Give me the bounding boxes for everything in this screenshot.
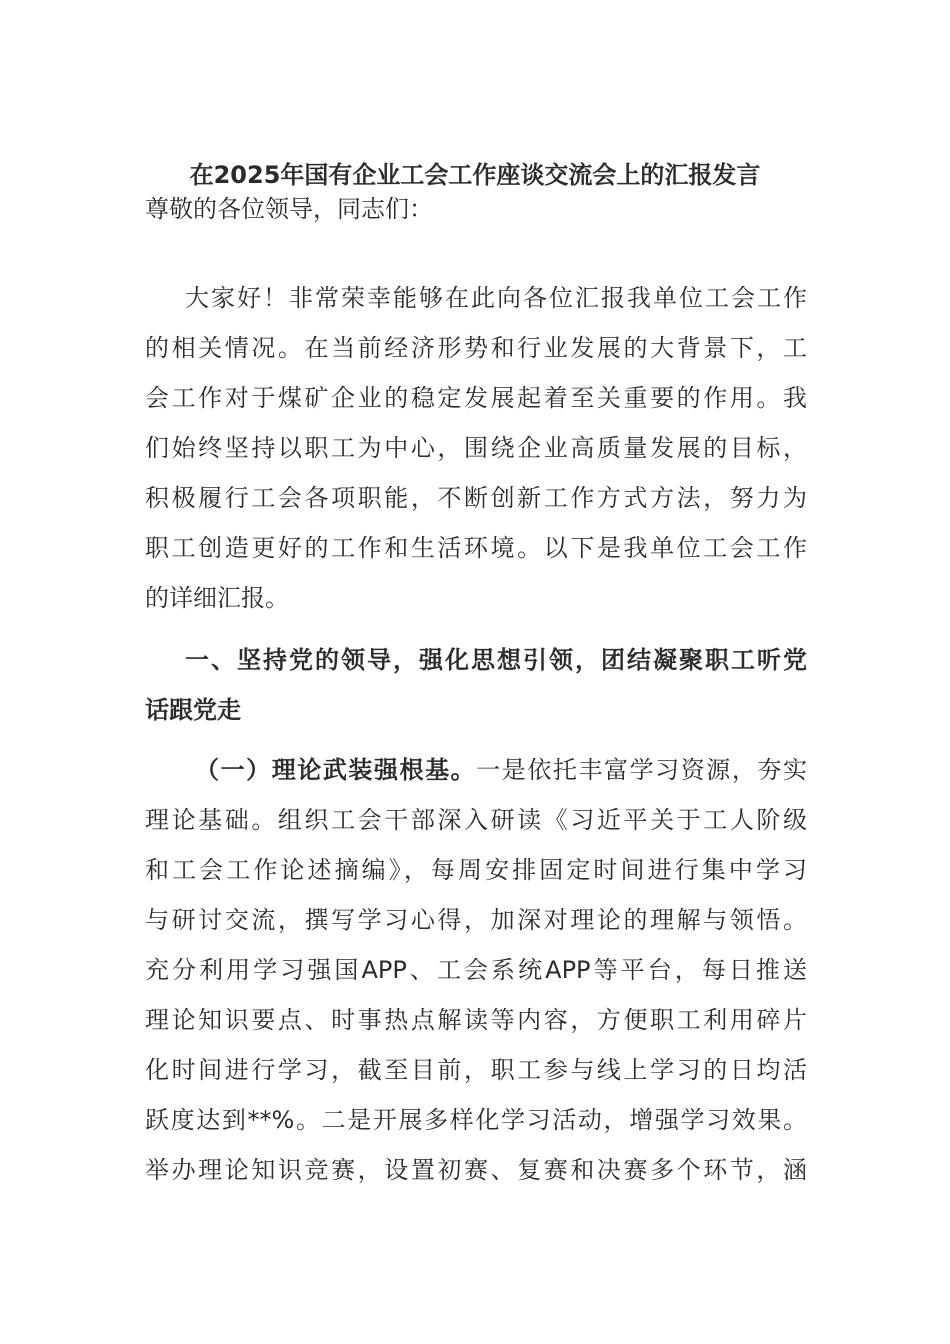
paragraph-line: 会工作对于煤矿企业的稳定发展起着至关重要的作用。我 (145, 384, 807, 412)
paragraph-line: 和工会工作论述摘编》，每周安排固定时间进行集中学习 (145, 856, 807, 884)
subsection-paragraph (145, 745, 807, 1195)
paragraph-line: 积极履行工会各项职能，不断创新工作方式方法，努力为 (145, 484, 807, 512)
paragraph-line: 们始终坚持以职工为中心，围绕企业高质量发展的目标， (145, 434, 807, 462)
paragraph-line: 的相关情况。在当前经济形势和行业发展的大背景下，工 (145, 334, 807, 362)
paragraph-line: 理论基础。组织工会干部深入研读《习近平关于工人阶级 (145, 806, 807, 834)
paragraph-line: 举办理论知识竞赛，设置初赛、复赛和决赛多个环节，涵 (145, 1156, 807, 1184)
paragraph-line: 跃度达到**%。二是开展多样化学习活动，增强学习效果。 (145, 1106, 807, 1134)
paragraph-line: 充分利用学习强国APP、工会系统APP等平台，每日推送 (145, 956, 807, 984)
salutation: 尊敬的各位领导，同志们： (145, 195, 433, 223)
subsection-label: （一）理论武装强根基。 (195, 756, 477, 784)
paragraph-line: 大家好！非常荣幸能够在此向各位汇报我单位工会工作 (185, 284, 807, 312)
heading-line: 一、坚持党的领导，强化思想引领，团结凝聚职工听党 (185, 646, 807, 674)
document-title: 在2025年国有企业工会工作座谈交流会上的汇报发言 (189, 161, 761, 189)
paragraph-line: 的详细汇报。 (145, 584, 289, 612)
heading-line: 话跟党走 (145, 696, 241, 724)
section-heading (145, 635, 807, 735)
paragraph-line: 职工创造更好的工作和生活环境。以下是我单位工会工作 (145, 534, 807, 562)
paragraph-line-text: 一是依托丰富学习资源，夯实 (476, 756, 808, 784)
paragraph-line: 化时间进行学习，截至目前，职工参与线上学习的日均活 (145, 1056, 807, 1084)
paragraph-line: 理论知识要点、时事热点解读等内容，方便职工利用碎片 (145, 1006, 807, 1034)
intro-paragraph (145, 273, 807, 623)
paragraph-line: 与研讨交流，撰写学习心得，加深对理论的理解与领悟。 (145, 906, 807, 934)
paragraph-line (145, 745, 807, 795)
